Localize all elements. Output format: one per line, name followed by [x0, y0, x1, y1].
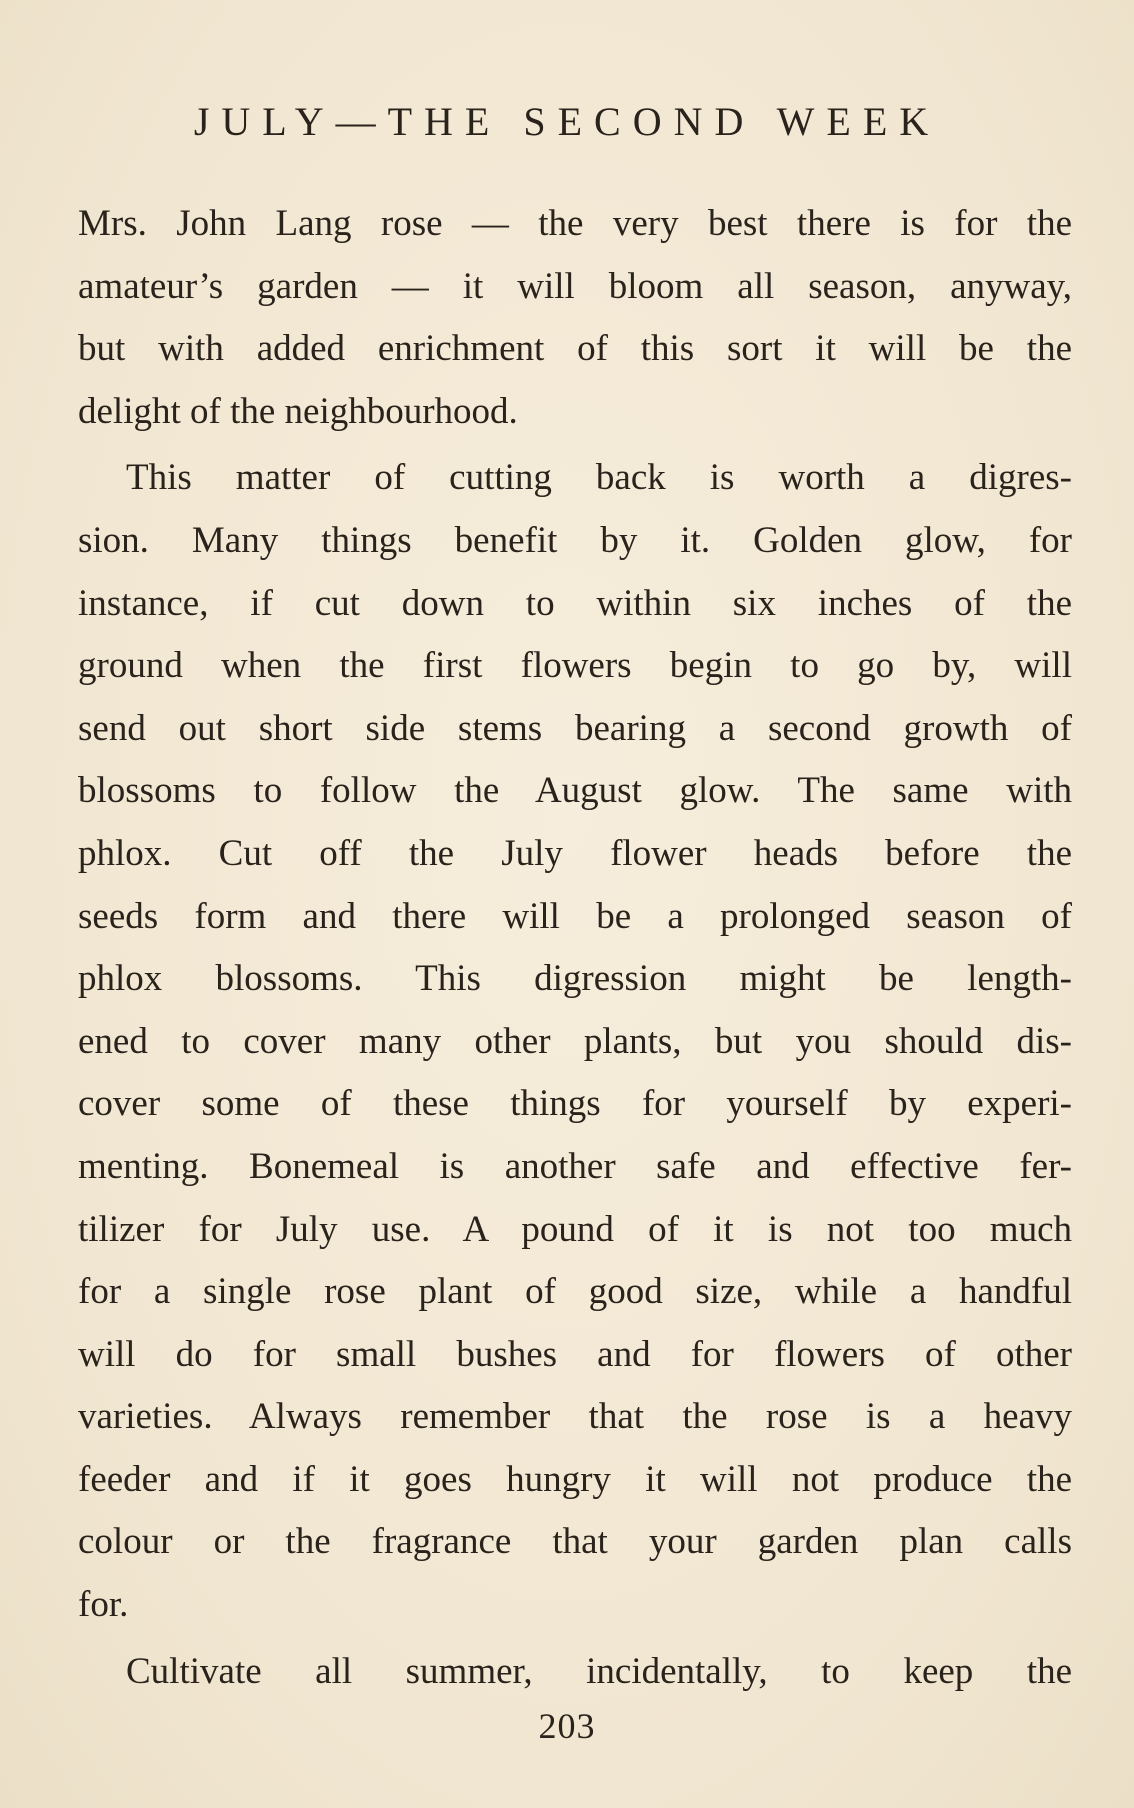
text-line: phlox. Cut off the July flower heads before the	[78, 832, 1072, 874]
text-line: amateur’s garden — it will bloom all season, anyway,	[78, 265, 1072, 307]
text-line: colour or the fragrance that your garden plan calls	[78, 1521, 1072, 1563]
running-head: JULY—THE SECOND WEEK	[193, 99, 941, 144]
text-line: blossoms to follow the August glow. The same with	[78, 770, 1072, 812]
text-line: for a single rose plant of good size, while a handful	[78, 1271, 1072, 1313]
page-number: 203	[538, 1706, 596, 1746]
text-line: will do for small bushes and for flowers of other	[78, 1333, 1072, 1375]
text-line: for.	[78, 1584, 129, 1626]
text-line: ground when the first flowers begin to go by, will	[78, 645, 1072, 687]
text-line: cover some of these things for yourself by experi-	[78, 1083, 1072, 1125]
text-line: sion. Many things benefit by it. Golden glow, for	[78, 519, 1072, 561]
text-line: ened to cover many other plants, but you should dis-	[78, 1020, 1072, 1062]
text-line: feeder and if it goes hungry it will not produce the	[78, 1458, 1072, 1500]
text-line: varieties. Always remember that the rose is a heavy	[78, 1396, 1072, 1438]
body-text	[78, 193, 1072, 1703]
text-line: instance, if cut down to within six inches of the	[78, 582, 1072, 624]
text-line: Mrs. John Lang rose — the very best there is for the	[78, 203, 1072, 244]
text-line: send out short side stems bearing a second growth of	[78, 707, 1072, 749]
text-line: Cultivate all summer, incidentally, to keep the	[126, 1650, 1072, 1692]
text-line: seeds form and there will be a prolonged season of	[78, 895, 1072, 937]
text-line: delight of the neighbourhood.	[78, 390, 518, 432]
text-line: This matter of cutting back is worth a digres-	[126, 457, 1072, 499]
text-line: phlox blossoms. This digression might be length-	[78, 958, 1072, 1000]
text-line: menting. Bonemeal is another safe and effective fer-	[78, 1145, 1072, 1187]
text-line: tilizer for July use. A pound of it is not too much	[78, 1208, 1072, 1250]
text-line: but with added enrichment of this sort it will be the	[78, 328, 1072, 370]
